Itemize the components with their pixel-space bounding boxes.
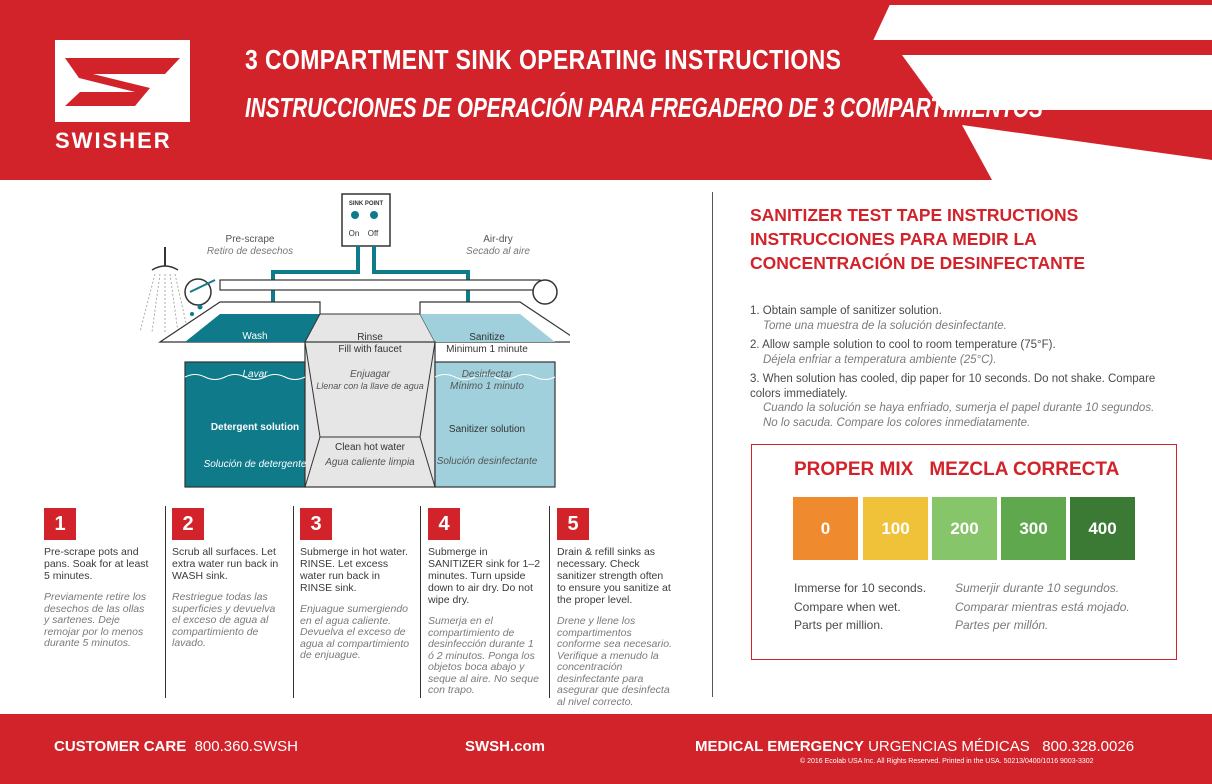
color-swatch-200: 200 xyxy=(932,497,997,560)
medical-label-es: URGENCIAS MÉDICAS xyxy=(868,738,1030,755)
copyright: © 2016 Ecolab USA Inc. All Rights Reserved. Printed in the USA. 50213/0400/1016 9003-3302 xyxy=(800,758,1094,765)
color-swatch-300: 300 xyxy=(1001,497,1066,560)
drain-ring-icon xyxy=(533,280,557,304)
airdry-label-es: Secado al aire xyxy=(466,246,530,257)
test-tape-title xyxy=(750,203,1170,275)
instruction-text: 3. When solution has cooled, dip paper for 10 seconds. Do not shake. Compare colors immediately. xyxy=(750,373,1156,400)
instruction-text-es: Déjela enfriar a temperatura ambiente (25°C). xyxy=(763,353,997,366)
customer-care-phone[interactable]: 800.360.SWSH xyxy=(194,738,298,755)
detergent-label-es: Solución de detergente xyxy=(203,459,307,470)
prescrape-label-es: Retiro de desechos xyxy=(206,246,294,257)
mix-notes xyxy=(794,579,926,635)
step-text: Scrub all surfaces. Let extra water run back in WASH sink. xyxy=(172,546,279,582)
step-text-es: Drene y llene los compartimentos conforme sea necesario. Verifique a menudo la concentración desinfectante para asegurar que desinfecta al nivel correcto. xyxy=(557,615,672,708)
step-text-es: Previamente retire los desechos de las ollas y sartenes. Deje remojar por lo menos durante 5 minutos. xyxy=(44,591,147,649)
prescrape-label: Pre-scrape xyxy=(225,234,275,245)
sanitizer-solution-label: Sanitizer solution xyxy=(448,424,526,435)
instruction-text-es: Tome una muestra de la solución desinfectante. xyxy=(763,319,1007,332)
step-5 xyxy=(557,508,672,708)
mix-note-es: Partes per millón. xyxy=(955,618,1049,632)
test-tape-title-en: SANITIZER TEST TAPE INSTRUCTIONS xyxy=(750,205,1079,225)
proper-mix-title-en: PROPER MIX xyxy=(794,459,914,480)
step-number: 4 xyxy=(428,508,460,540)
rinse-label-es: Enjuagar xyxy=(349,369,391,380)
clean-water-label: Clean hot water xyxy=(334,442,406,453)
customer-care-label: CUSTOMER CARE xyxy=(54,738,187,755)
airdry-label: Air-dry xyxy=(483,234,513,245)
rinse-label: Rinse xyxy=(357,332,383,343)
off-knob-icon xyxy=(370,211,378,219)
step-text: Drain & refill sinks as necessary. Check sanitizer strength often to ensure you sanitize at the proper level. xyxy=(557,546,671,606)
step-1 xyxy=(44,508,152,650)
proper-mix-title xyxy=(794,459,1135,481)
mix-note: Parts per million. xyxy=(794,618,884,632)
sanitize-label-es: Desinfectar xyxy=(461,369,513,380)
instruction-text: 2. Allow sample solution to cool to room temperature (75°F). xyxy=(750,339,1056,351)
step-divider xyxy=(549,506,550,698)
page-title: 3 COMPARTMENT SINK OPERATING INSTRUCTIONS xyxy=(245,44,842,75)
sanitize-label: Sanitize xyxy=(469,332,505,343)
website-link[interactable]: SWSH.com xyxy=(465,738,546,755)
mix-note-es: Comparar mientras está mojado. xyxy=(955,599,1130,614)
color-swatch-400: 400 xyxy=(1070,497,1135,560)
mix-note: Compare when wet. xyxy=(794,599,901,614)
proper-mix-panel xyxy=(751,444,1177,660)
detergent-label: Detergent solution xyxy=(210,422,300,433)
step-text: Submerge in hot water. RINSE. Let excess water run back in RINSE sink. xyxy=(300,546,408,594)
test-tape-instructions xyxy=(750,304,1170,435)
page-title-spanish: INSTRUCCIONES DE OPERACIÓN PARA FREGADERO DE 3 COMPARTIMIENTOS xyxy=(245,92,1043,123)
rinse-fill-label: Fill with faucet xyxy=(338,344,402,355)
step-number: 2 xyxy=(172,508,204,540)
brand-logo xyxy=(55,40,190,122)
medical-emergency xyxy=(695,738,1134,755)
instruction-item xyxy=(750,338,1170,367)
sink-illustration xyxy=(130,192,570,492)
brand-wordmark: SWISHER xyxy=(55,128,172,153)
clean-water-label-es: Agua caliente limpia xyxy=(325,457,415,468)
step-divider xyxy=(293,506,294,698)
instruction-text-es: Cuando la solución se haya enfriado, sumerja el papel durante 10 segundos. No lo sacuda. Compare los colores inmediatamente. xyxy=(763,402,1155,429)
step-4 xyxy=(428,508,542,697)
dispenser-on-label: On xyxy=(348,229,360,238)
wash-label-es: Lavar xyxy=(242,369,268,380)
wash-label: Wash xyxy=(242,331,268,342)
rinse-fill-label-es: Llenar con la llave de agua xyxy=(316,381,424,391)
mix-note: Immerse for 10 seconds. xyxy=(794,581,927,595)
test-tape-title-es: INSTRUCCIONES PARA MEDIR LA CONCENTRACIÓN DE DESINFECTANTE xyxy=(750,229,1086,273)
sanitize-min-label-es: Mínimo 1 minuto xyxy=(450,381,524,392)
color-swatch-100: 100 xyxy=(863,497,928,560)
mix-notes-es xyxy=(955,579,1130,635)
step-divider xyxy=(165,506,166,698)
instruction-item xyxy=(750,304,1170,333)
proper-mix-title-es: MEZCLA CORRECTA xyxy=(929,459,1120,480)
swisher-s-icon xyxy=(55,40,190,122)
step-number: 1 xyxy=(44,508,76,540)
step-text-es: Sumerja en el compartimiento de desinfección durante 1 ó 2 minutos. Ponga los objetos boca abajo y seque al aire. No seque con trapo. xyxy=(428,615,539,696)
medical-phone[interactable]: 800.328.0026 xyxy=(1042,738,1135,755)
sanitizer-solution-label-es: Solución desinfectante xyxy=(436,456,538,467)
sanitize-min-label: Minimum 1 minute xyxy=(446,344,528,355)
mix-note-es: Sumerjir durante 10 segundos. xyxy=(955,581,1120,595)
step-text-es: Enjuague sumergiendo en el agua caliente. Devuelva el exceso de agua al compartimiento de enjuague. xyxy=(300,603,410,661)
step-number: 5 xyxy=(557,508,589,540)
medical-label: MEDICAL EMERGENCY xyxy=(695,738,864,755)
step-text-es: Restriegue todas las superficies y devuelva el exceso de agua al compartimiento de lavado. xyxy=(172,591,276,649)
step-3 xyxy=(300,508,412,662)
color-swatch-0: 0 xyxy=(793,497,858,560)
instruction-text: 1. Obtain sample of sanitizer solution. xyxy=(750,305,942,317)
header-swoosh-decoration xyxy=(812,0,1212,180)
dispenser-label: SINK POINT xyxy=(348,201,384,207)
step-text: Pre-scrape pots and pans. Soak for at least 5 minutes. xyxy=(44,546,149,582)
header xyxy=(0,0,1212,180)
customer-care xyxy=(54,738,298,755)
step-text: Submerge in SANITIZER sink for 1–2 minutes. Turn upside down to air dry. Do not wipe dry. xyxy=(428,546,541,606)
step-divider xyxy=(420,506,421,698)
column-divider xyxy=(712,192,713,697)
footer xyxy=(0,714,1212,784)
instruction-item xyxy=(750,372,1170,430)
step-2 xyxy=(172,508,284,650)
step-number: 3 xyxy=(300,508,332,540)
on-knob-icon xyxy=(351,211,359,219)
dispenser-off-label: Off xyxy=(367,229,379,238)
